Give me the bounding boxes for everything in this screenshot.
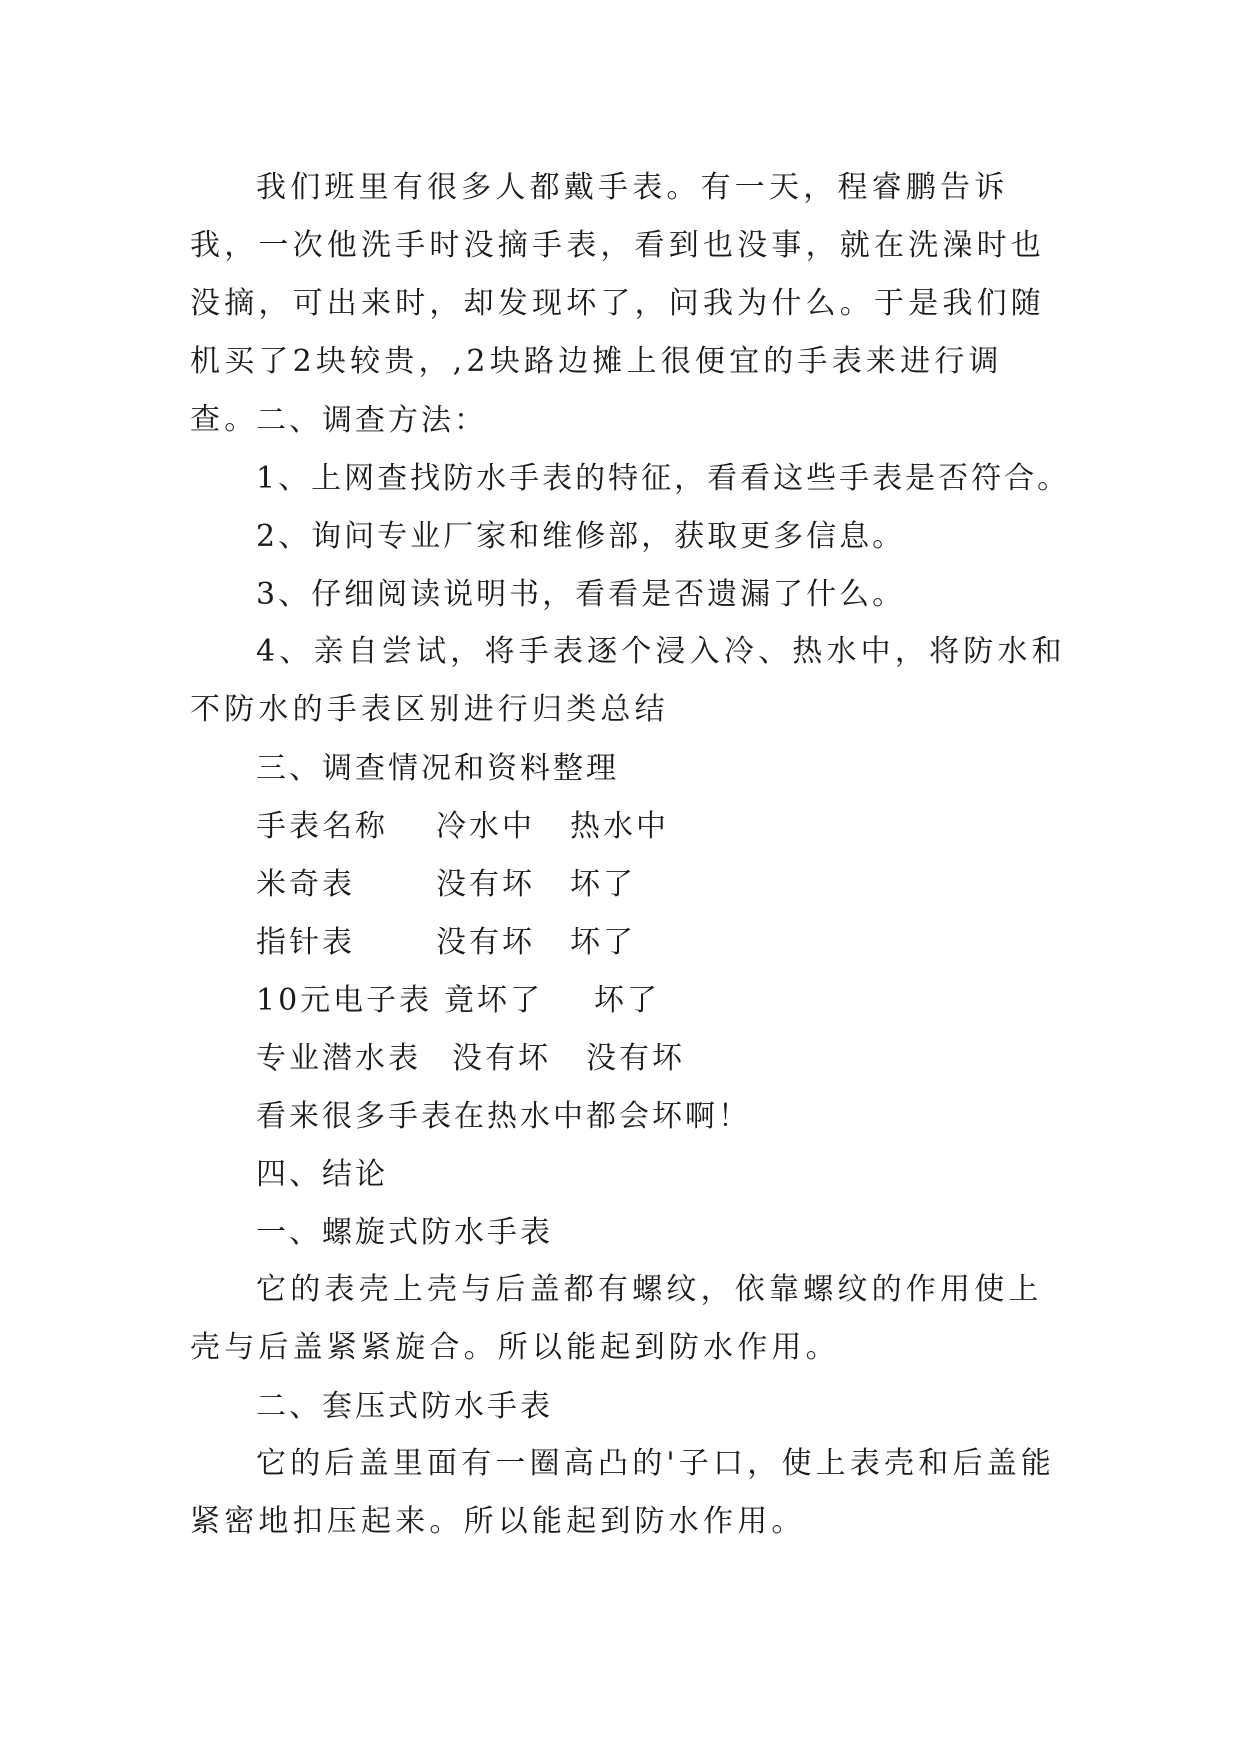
survey-remark: 看来很多手表在热水中都会坏啊！ (256, 1099, 751, 1134)
conclusion-heading: 四、结论 (256, 1157, 388, 1192)
table-cell-hot: 没有坏 (586, 1041, 685, 1076)
table-cell-hot: 坏了 (570, 867, 636, 902)
table-cell-cold: 竟坏了 (444, 983, 543, 1018)
table-cell-name: 10元电子表 (256, 983, 433, 1018)
method-item-4: 4、亲自尝试，将手表逐个浸入冷、热水中，将防水和不防水的手表区别进行归类总结 (190, 634, 1066, 727)
type1-heading: 一、螺旋式防水手表 (256, 1215, 553, 1250)
type1-paragraph: 它的表壳上壳与后盖都有螺纹，依靠螺纹的作用使上壳与后盖紧紧旋合。所以能起到防水作用。 (190, 1272, 1043, 1365)
intro-paragraph: 我们班里有很多人都戴手表。有一天，程睿鹏告诉我，一次他洗手时没摘手表，看到也没事，就在洗澡时也没摘，可出来时，却发现坏了，问我为什么。于是我们随机买了2块较贵，,2块路边摊上很便宜的手表来进行调查。 (190, 170, 1045, 437)
table-cell-name: 指针表 (256, 925, 355, 960)
type2-paragraph: 它的后盖里面有一圈高凸的'子口，使上表壳和后盖能紧密地扣压起来。所以能起到防水作用。 (190, 1446, 1056, 1539)
method-item-1: 1、上网查找防水手表的特征，看看这些手表是否符合。 (256, 461, 1071, 496)
table-cell-cold: 没有坏 (436, 867, 535, 902)
table-cell-hot: 坏了 (570, 925, 636, 960)
table-cell-cold: 没有坏 (436, 925, 535, 960)
methods-heading: 二、调查方法： (256, 403, 487, 438)
table-cell-name: 米奇表 (256, 867, 355, 902)
table-header-hot: 热水中 (570, 809, 669, 844)
type2-heading: 二、套压式防水手表 (256, 1389, 553, 1424)
table-header-name: 手表名称 (256, 809, 388, 844)
table-cell-hot: 坏了 (594, 983, 660, 1018)
method-item-2: 2、询问专业厂家和维修部，获取更多信息。 (256, 519, 906, 554)
survey-heading: 三、调查情况和资料整理 (256, 751, 619, 786)
table-cell-cold: 没有坏 (452, 1041, 551, 1076)
method-item-3: 3、仔细阅读说明书，看看是否遗漏了什么。 (256, 577, 906, 612)
table-header-cold: 冷水中 (436, 809, 535, 844)
table-cell-name: 专业潜水表 (256, 1041, 421, 1076)
